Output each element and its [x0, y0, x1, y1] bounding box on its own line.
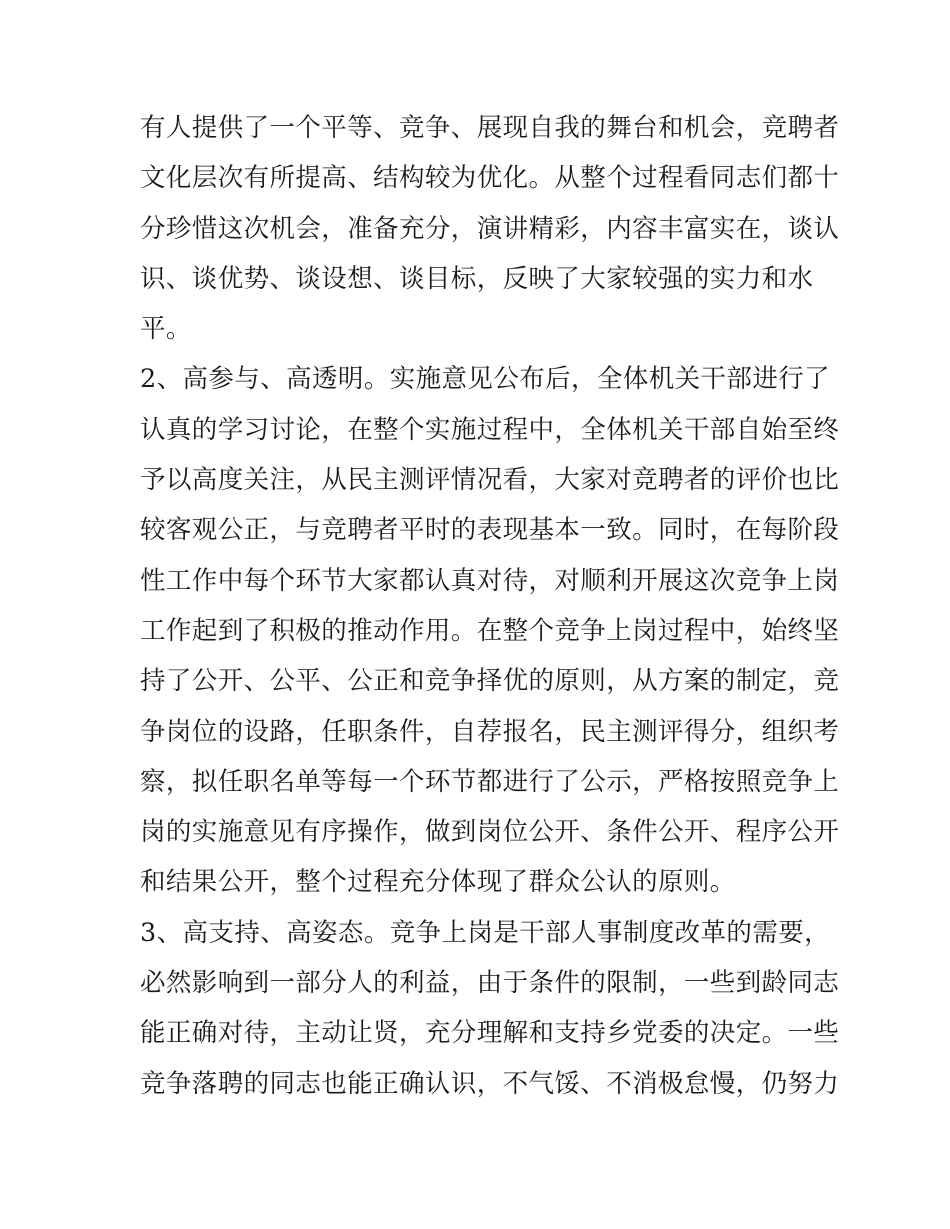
text-line: 识、谈优势、谈设想、谈目标，反映了大家较强的实力和水	[140, 263, 814, 294]
text-line: 性工作中每个环节大家都认真对待，对顺利开展这次竞争上岗	[140, 565, 840, 596]
text-line: 能正确对待，主动让贤，充分理解和支持乡党委的决定。一些	[140, 1018, 840, 1049]
text-line: 和结果公开，整个过程充分体现了群众公认的原则。	[140, 867, 736, 898]
section-2-heading-line: 2、高参与、高透明。实施意见公布后，全体机关干部进行了	[140, 364, 831, 395]
section-3-heading-line: 3、高支持、高姿态。竞争上岗是干部人事制度改革的需要，	[140, 917, 831, 948]
body-text	[140, 103, 840, 1109]
text-line: 岗的实施意见有序操作，做到岗位公开、条件公开、程序公开	[140, 817, 840, 848]
text-line: 竞争落聘的同志也能正确认识，不气馁、不消极怠慢，仍努力	[140, 1068, 840, 1099]
text-line: 必然影响到一部分人的利益，由于条件的限制，一些到龄同志	[140, 968, 840, 999]
text-line: 有人提供了一个平等、竞争、展现自我的舞台和机会，竞聘者	[140, 113, 840, 143]
text-line: 分珍惜这次机会，准备充分，演讲精彩，内容丰富实在，谈认	[140, 213, 840, 244]
text-line: 持了公开、公平、公正和竞争择优的原则，从方案的制定，竞	[140, 666, 840, 697]
text-line: 予以高度关注，从民主测评情况看，大家对竞聘者的评价也比	[140, 465, 840, 496]
text-line: 工作起到了积极的推动作用。在整个竞争上岗过程中，始终坚	[140, 615, 840, 646]
text-line: 平。	[140, 314, 192, 345]
text-line: 较客观公正，与竞聘者平时的表现基本一致。同时，在每阶段	[140, 515, 840, 546]
text-line: 文化层次有所提高、结构较为优化。从整个过程看同志们都十	[140, 163, 840, 194]
text-line: 争岗位的设路，任职条件，自荐报名，民主测评得分，组织考	[140, 716, 840, 747]
text-line: 察，拟任职名单等每一个环节都进行了公示，严格按照竞争上	[140, 766, 840, 797]
text-line: 认真的学习讨论，在整个实施过程中，全体机关干部自始至终	[140, 414, 840, 445]
